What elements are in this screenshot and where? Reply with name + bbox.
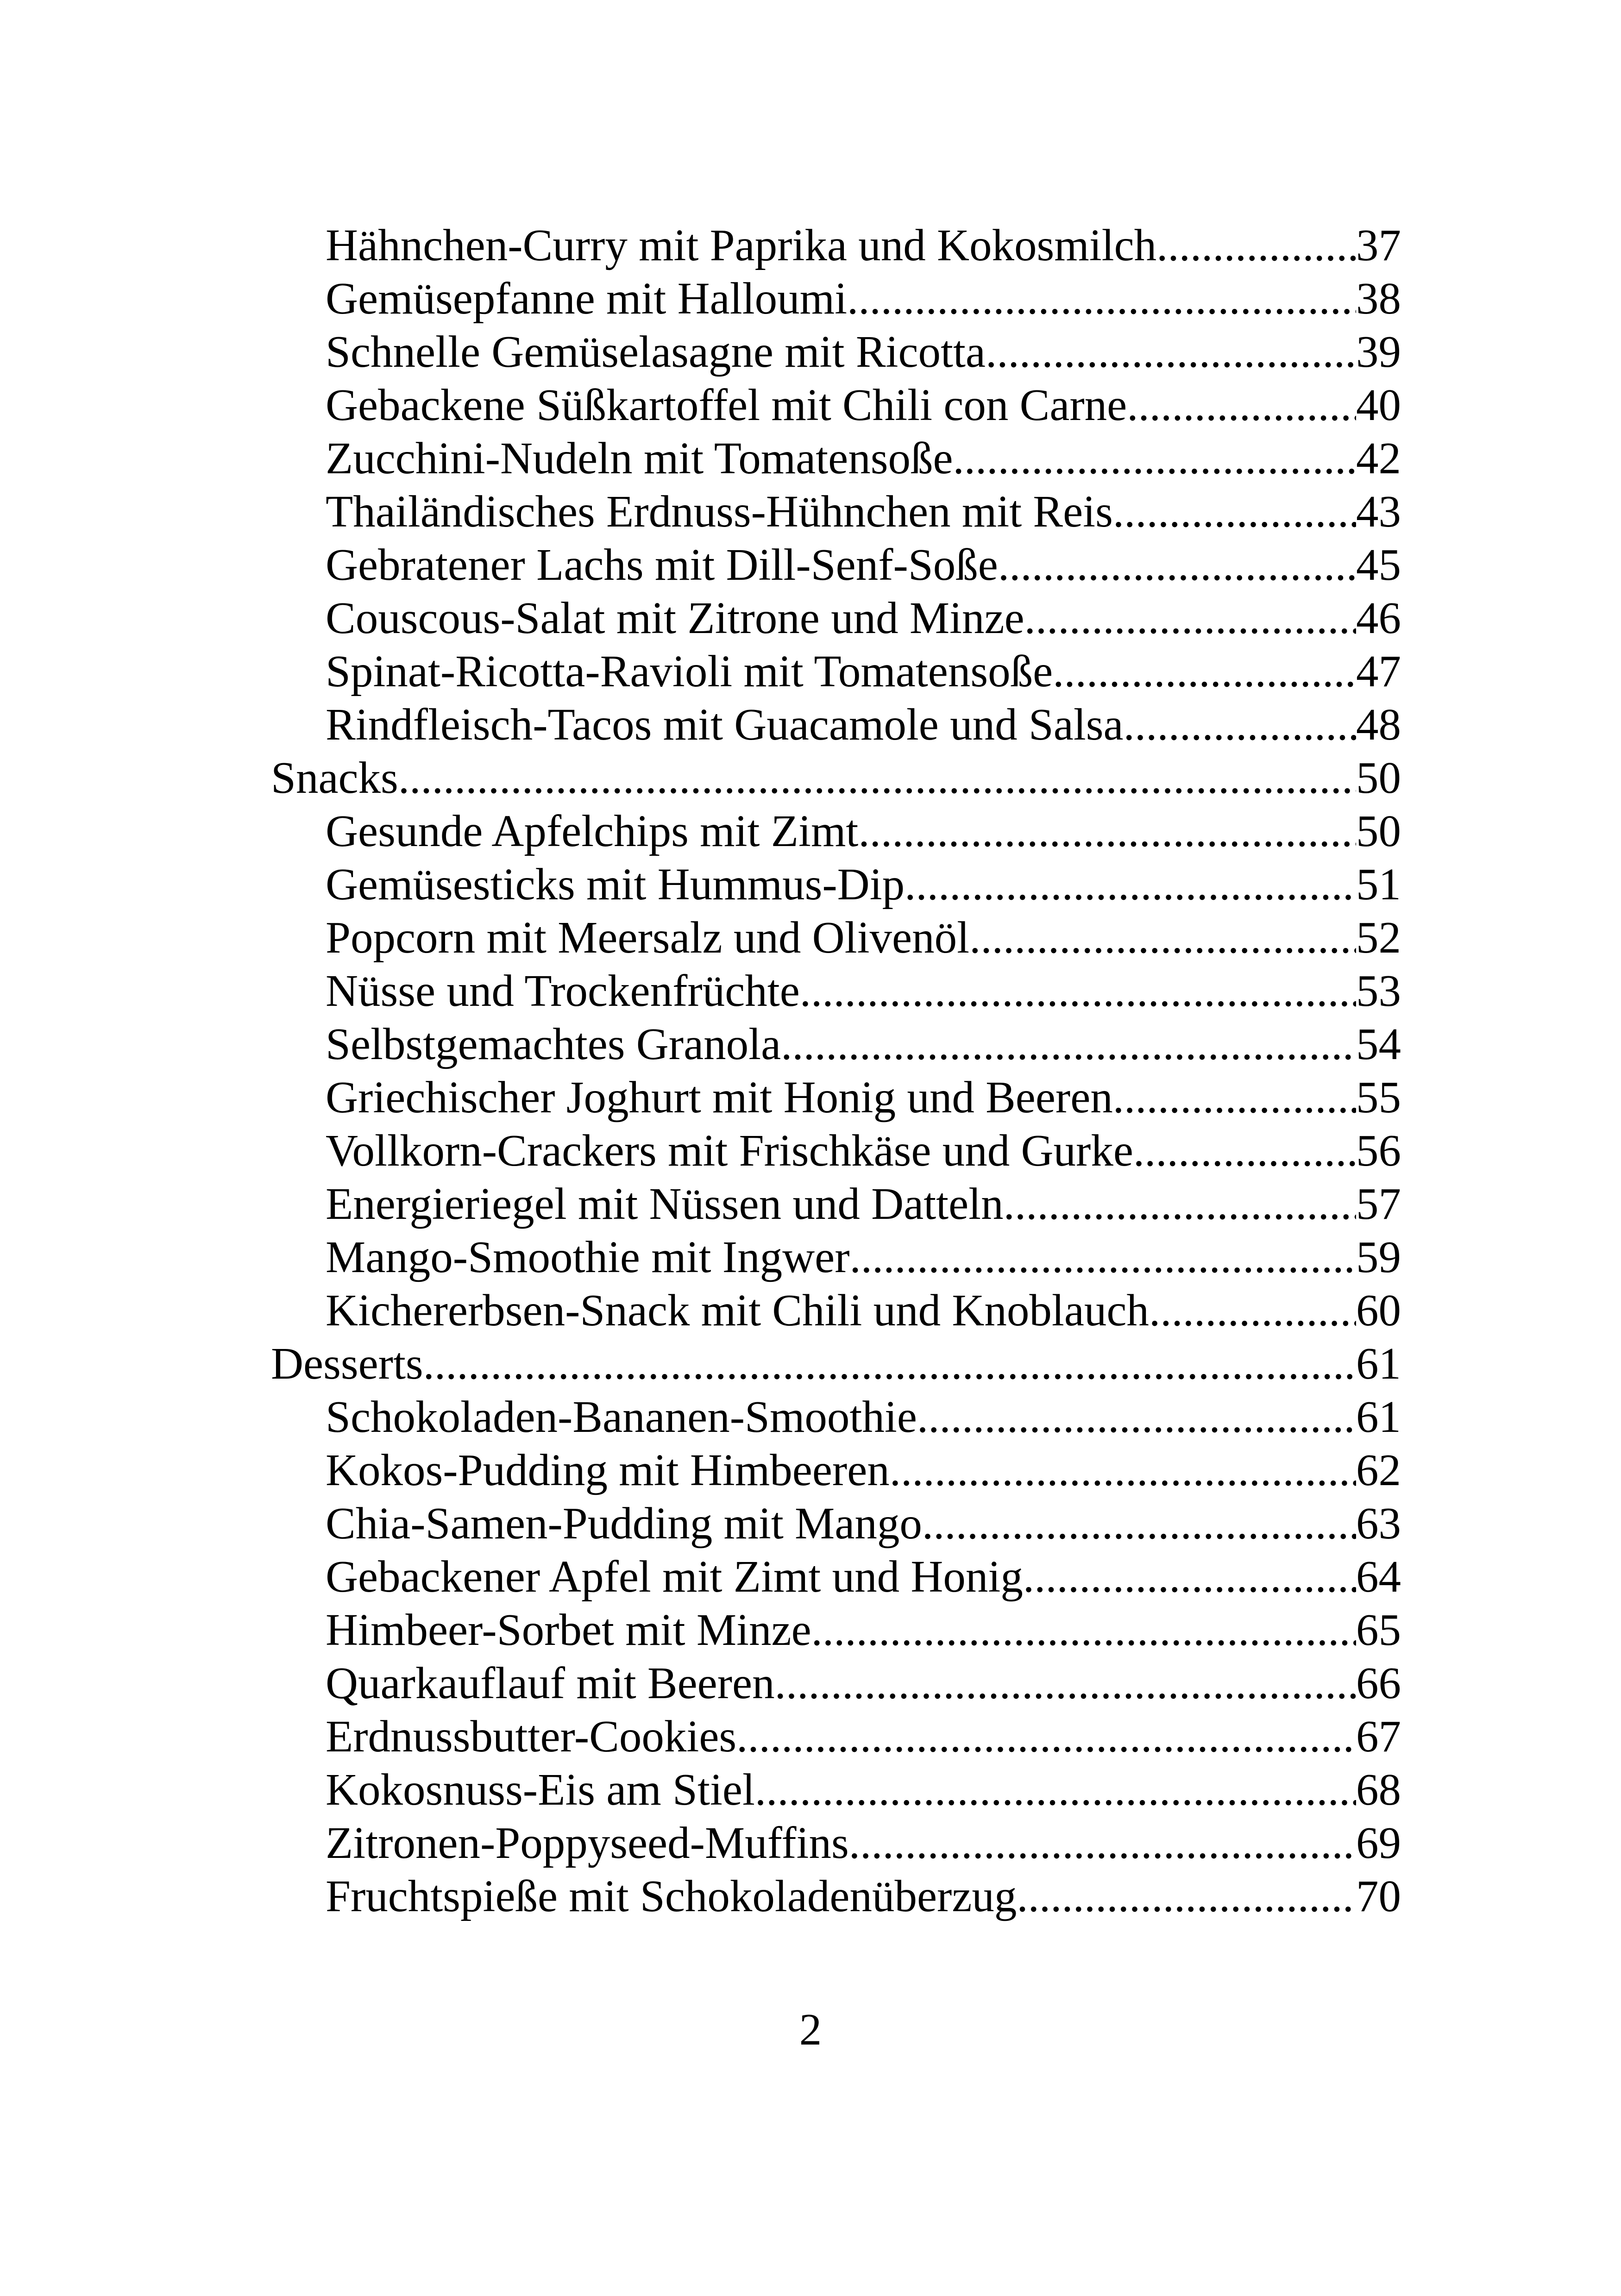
toc-dot-leader — [800, 964, 1356, 1017]
toc-dot-leader — [849, 1816, 1356, 1869]
toc-entry-title: Snacks — [271, 753, 398, 803]
toc-entry-page: 50 — [1356, 806, 1401, 856]
toc-entry-title: Hähnchen-Curry mit Paprika und Kokosmilch — [326, 220, 1157, 270]
toc-entry — [271, 1017, 1401, 1071]
toc-entry — [271, 1710, 1401, 1763]
toc-dot-leader — [1127, 378, 1356, 432]
toc-dot-leader — [1023, 1550, 1356, 1603]
toc-dot-leader — [1017, 1869, 1356, 1923]
toc-dot-leader — [917, 1390, 1356, 1443]
toc-section-entry — [271, 1337, 1401, 1390]
toc-entry-page: 55 — [1356, 1073, 1401, 1122]
toc-entry-title: Gemüsesticks mit Hummus-Dip — [326, 859, 905, 909]
toc-entry-page: 51 — [1356, 859, 1401, 909]
toc-dot-leader — [850, 1230, 1356, 1284]
toc-entry-page: 65 — [1356, 1605, 1401, 1655]
toc-dot-leader — [890, 1443, 1356, 1497]
toc-dot-leader — [1053, 645, 1356, 698]
toc-entry-title: Energieriegel mit Nüssen und Datteln — [326, 1179, 1004, 1229]
toc-entry — [271, 1390, 1401, 1443]
toc-entry-title: Kokosnuss-Eis am Stiel — [326, 1765, 755, 1814]
toc-dot-leader — [775, 1656, 1356, 1710]
toc-entry-page: 57 — [1356, 1179, 1401, 1229]
toc-entry — [271, 911, 1401, 964]
toc-entry-title: Chia-Samen-Pudding mit Mango — [326, 1499, 922, 1548]
toc-entry-page: 48 — [1356, 700, 1401, 749]
toc-entry-page: 40 — [1356, 380, 1401, 430]
toc-entry — [271, 378, 1401, 432]
toc-entry — [271, 698, 1401, 751]
table-of-contents — [271, 219, 1401, 1923]
toc-dot-leader — [953, 432, 1357, 485]
toc-entry — [271, 1177, 1401, 1230]
toc-entry-page: 68 — [1356, 1765, 1401, 1814]
toc-entry-title: Erdnussbutter-Cookies — [326, 1712, 737, 1761]
toc-entry-title: Zitronen-Poppyseed-Muffins — [326, 1818, 849, 1868]
toc-entry-page: 61 — [1356, 1339, 1401, 1388]
toc-dot-leader — [755, 1763, 1356, 1816]
toc-dot-leader — [423, 1337, 1356, 1390]
toc-dot-leader — [1156, 219, 1356, 272]
toc-dot-leader — [1133, 1124, 1356, 1177]
toc-entry-page: 67 — [1356, 1712, 1401, 1761]
toc-entry-page: 50 — [1356, 753, 1401, 803]
toc-entry-page: 43 — [1356, 487, 1401, 536]
toc-entry-page: 59 — [1356, 1232, 1401, 1282]
toc-entry — [271, 645, 1401, 698]
toc-entry-title: Quarkauflauf mit Beeren — [326, 1658, 775, 1708]
toc-entry — [271, 964, 1401, 1017]
toc-entry — [271, 1443, 1401, 1497]
toc-entry-page: 52 — [1356, 913, 1401, 962]
toc-entry — [271, 272, 1401, 325]
toc-dot-leader — [1124, 698, 1356, 751]
toc-entry-title: Desserts — [271, 1339, 423, 1388]
toc-dot-leader — [905, 858, 1356, 911]
toc-entry — [271, 485, 1401, 538]
toc-entry-title: Selbstgemachtes Granola — [326, 1019, 781, 1069]
toc-entry-page: 62 — [1356, 1445, 1401, 1495]
toc-entry — [271, 1816, 1401, 1869]
toc-entry-title: Mango-Smoothie mit Ingwer — [326, 1232, 850, 1282]
toc-entry-page: 39 — [1356, 327, 1401, 376]
toc-entry-page: 56 — [1356, 1126, 1401, 1175]
toc-entry-title: Rindfleisch-Tacos mit Guacamole und Salsa — [326, 700, 1124, 749]
toc-dot-leader — [1149, 1284, 1356, 1337]
toc-entry-page: 60 — [1356, 1286, 1401, 1335]
toc-entry — [271, 1656, 1401, 1710]
toc-dot-leader — [858, 804, 1356, 858]
toc-entry-title: Spinat-Ricotta-Ravioli mit Tomatensoße — [326, 646, 1053, 696]
toc-entry — [271, 858, 1401, 911]
toc-entry — [271, 219, 1401, 272]
toc-dot-leader — [398, 751, 1356, 804]
toc-dot-leader — [1113, 485, 1356, 538]
toc-entry — [271, 1869, 1401, 1923]
toc-entry-title: Himbeer-Sorbet mit Minze — [326, 1605, 811, 1655]
toc-dot-leader — [736, 1710, 1356, 1763]
toc-dot-leader — [1004, 1177, 1356, 1230]
toc-entry-title: Nüsse und Trockenfrüchte — [326, 966, 800, 1016]
toc-entry — [271, 804, 1401, 858]
toc-entry-page: 46 — [1356, 593, 1401, 643]
toc-entry-title: Gebackene Süßkartoffel mit Chili con Carne — [326, 380, 1127, 430]
toc-entry-page: 64 — [1356, 1552, 1401, 1601]
toc-entry-title: Popcorn mit Meersalz und Olivenöl — [326, 913, 970, 962]
toc-dot-leader — [998, 538, 1356, 591]
toc-entry — [271, 1071, 1401, 1124]
toc-entry-title: Couscous-Salat mit Zitrone und Minze — [326, 593, 1024, 643]
toc-entry-title: Vollkorn-Crackers mit Frischkäse und Gurke — [326, 1126, 1133, 1175]
toc-entry-page: 63 — [1356, 1499, 1401, 1548]
toc-entry — [271, 1124, 1401, 1177]
page-number: 2 — [799, 2005, 822, 2054]
toc-entry — [271, 432, 1401, 485]
toc-entry-page: 37 — [1356, 220, 1401, 270]
toc-dot-leader — [969, 911, 1356, 964]
toc-entry-page: 54 — [1356, 1019, 1401, 1069]
toc-entry — [271, 1230, 1401, 1284]
toc-entry-title: Zucchini-Nudeln mit Tomatensoße — [326, 433, 953, 483]
toc-entry — [271, 591, 1401, 645]
toc-entry-title: Gebratener Lachs mit Dill-Senf-Soße — [326, 540, 998, 590]
toc-entry-page: 53 — [1356, 966, 1401, 1016]
toc-dot-leader — [1024, 591, 1356, 645]
toc-entry-page: 38 — [1356, 274, 1401, 323]
toc-entry-title: Thailändisches Erdnuss-Hühnchen mit Reis — [326, 487, 1113, 536]
toc-entry-title: Fruchtspieße mit Schokoladenüberzug — [326, 1871, 1017, 1921]
toc-entry — [271, 538, 1401, 591]
toc-dot-leader — [986, 325, 1356, 378]
toc-entry — [271, 325, 1401, 378]
toc-entry-title: Schnelle Gemüselasagne mit Ricotta — [326, 327, 986, 376]
toc-entry-page: 42 — [1356, 433, 1401, 483]
toc-entry — [271, 1603, 1401, 1656]
toc-entry-page: 70 — [1356, 1871, 1401, 1921]
toc-entry-page: 66 — [1356, 1658, 1401, 1708]
toc-entry-page: 47 — [1356, 646, 1401, 696]
toc-dot-leader — [1113, 1071, 1356, 1124]
toc-entry — [271, 1497, 1401, 1550]
toc-dot-leader — [781, 1017, 1356, 1071]
toc-entry-title: Gebackener Apfel mit Zimt und Honig — [326, 1552, 1023, 1601]
toc-entry-page: 45 — [1356, 540, 1401, 590]
toc-entry-title: Griechischer Joghurt mit Honig und Beeren — [326, 1073, 1113, 1122]
toc-dot-leader — [811, 1603, 1356, 1656]
toc-entry-title: Gesunde Apfelchips mit Zimt — [326, 806, 859, 856]
toc-entry-page: 61 — [1356, 1392, 1401, 1442]
toc-dot-leader — [922, 1497, 1356, 1550]
toc-entry — [271, 1284, 1401, 1337]
toc-entry-title: Kichererbsen-Snack mit Chili und Knoblauch — [326, 1286, 1149, 1335]
toc-section-entry — [271, 751, 1401, 804]
toc-entry-title: Gemüsepfanne mit Halloumi — [326, 274, 848, 323]
toc-entry — [271, 1550, 1401, 1603]
toc-dot-leader — [847, 272, 1356, 325]
toc-entry-title: Schokoladen-Bananen-Smoothie — [326, 1392, 917, 1442]
toc-entry-page: 69 — [1356, 1818, 1401, 1868]
toc-entry — [271, 1763, 1401, 1816]
toc-entry-title: Kokos-Pudding mit Himbeeren — [326, 1445, 890, 1495]
